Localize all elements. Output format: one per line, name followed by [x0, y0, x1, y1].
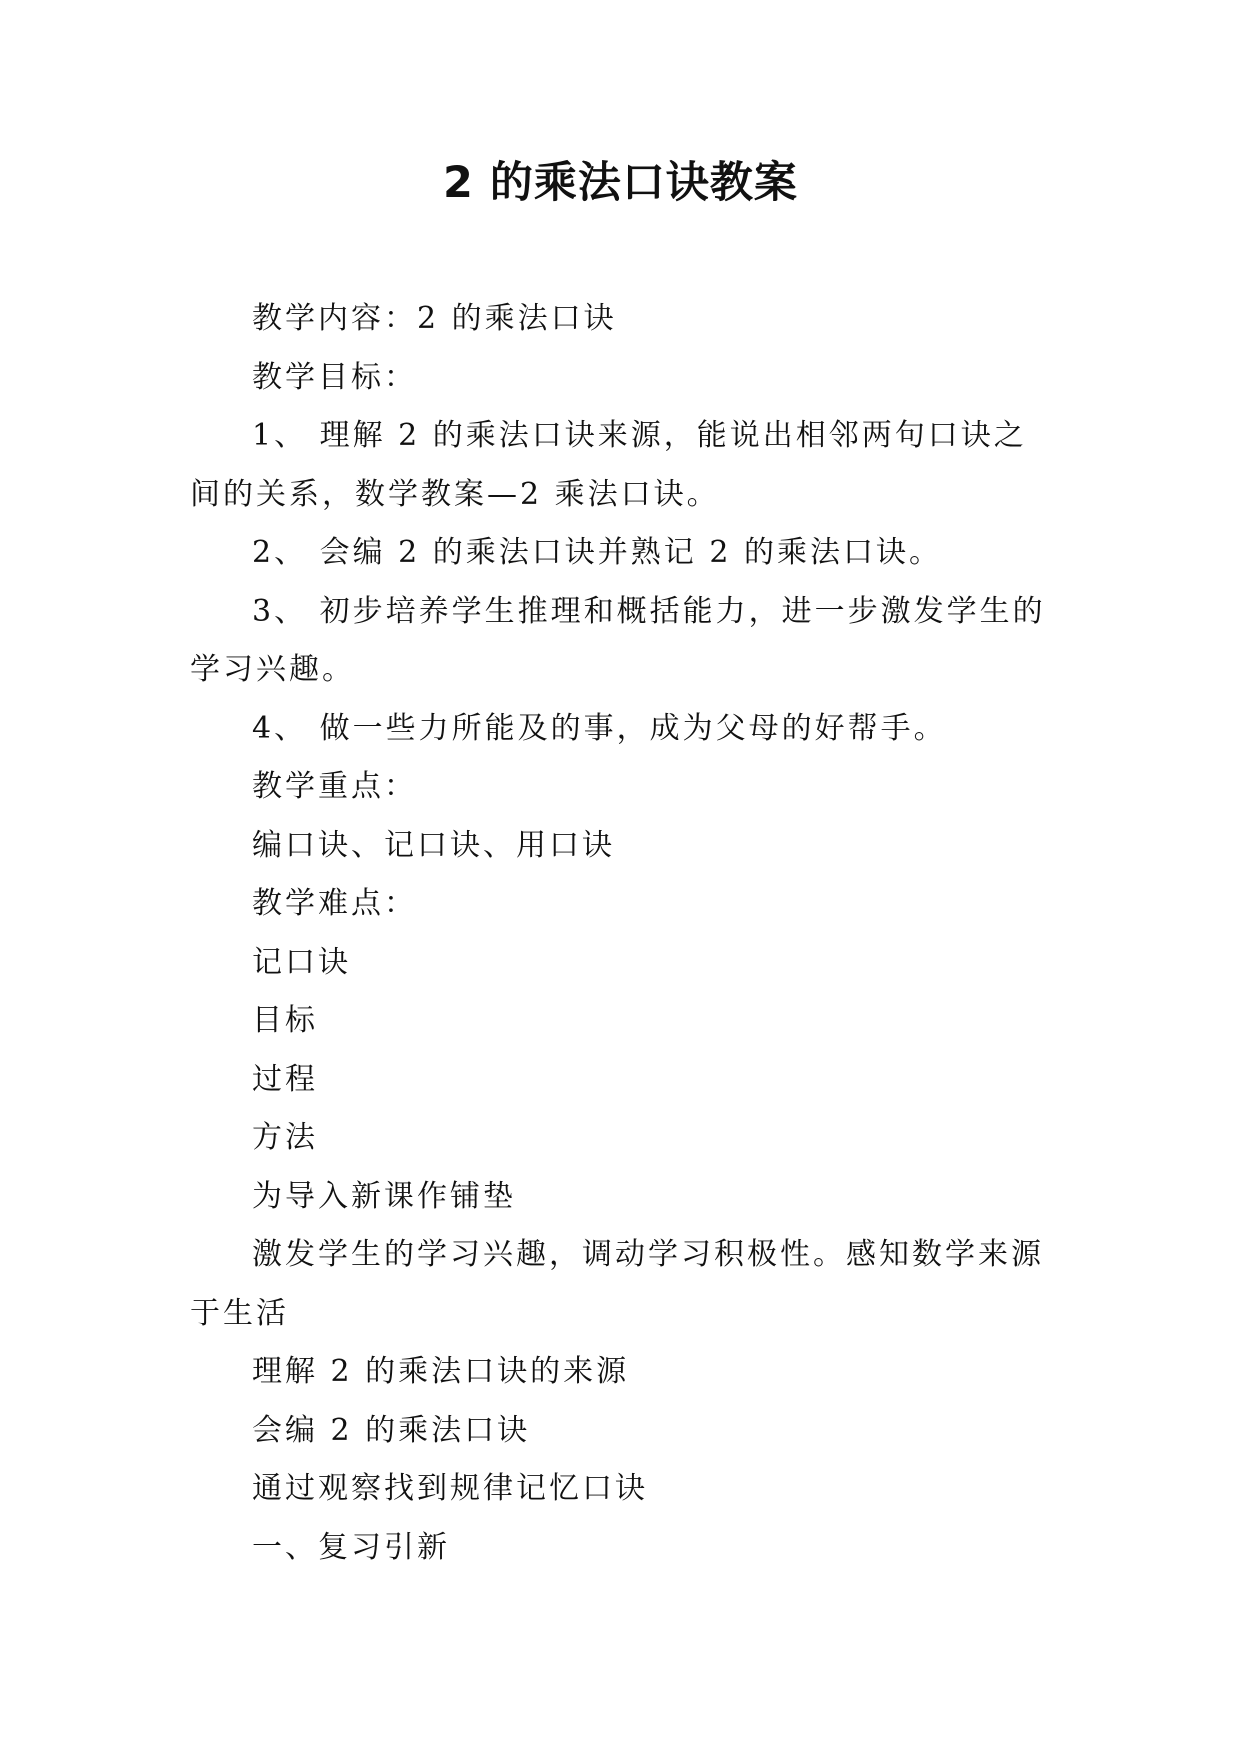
paragraph: 方法	[252, 1120, 318, 1155]
paragraph: 2、 会编 2 的乘法口诀并熟记 2 的乘法口诀。	[252, 535, 942, 570]
paragraph: 教学难点：	[252, 886, 417, 921]
paragraph: 过程	[252, 1061, 318, 1097]
paragraph: 通过观察找到规律记忆口诀	[252, 1471, 648, 1506]
paragraph: 编口诀、记口诀、用口诀	[252, 827, 615, 863]
paragraph: 一、复习引新	[252, 1529, 450, 1565]
paragraph: 教学内容：2 的乘法口诀	[252, 301, 617, 336]
paragraph: 记口诀	[252, 944, 351, 980]
paragraph: 为导入新课作铺垫	[252, 1178, 516, 1214]
paragraph: 会编 2 的乘法口诀	[252, 1412, 531, 1448]
paragraph: 4、 做一些力所能及的事，成为父母的好帮手。	[252, 710, 947, 746]
document-title: 2 的乘法口诀教案	[443, 158, 798, 208]
document-body	[190, 290, 1050, 1577]
paragraph: 激发学生的学习兴趣，调动学习积极性。感知数学来源于生活	[190, 1237, 1044, 1331]
paragraph: 理解 2 的乘法口诀的来源	[252, 1354, 630, 1389]
paragraph: 教学目标：	[252, 359, 417, 395]
paragraph: 1、 理解 2 的乘法口诀来源，能说出相邻两句口诀之间的关系，数学教案—2 乘法口诀。	[190, 418, 1027, 512]
paragraph: 目标	[252, 1003, 318, 1038]
paragraph: 3、 初步培养学生推理和概括能力，进一步激发学生的学习兴趣。	[190, 593, 1046, 687]
paragraph: 教学重点：	[252, 769, 417, 804]
